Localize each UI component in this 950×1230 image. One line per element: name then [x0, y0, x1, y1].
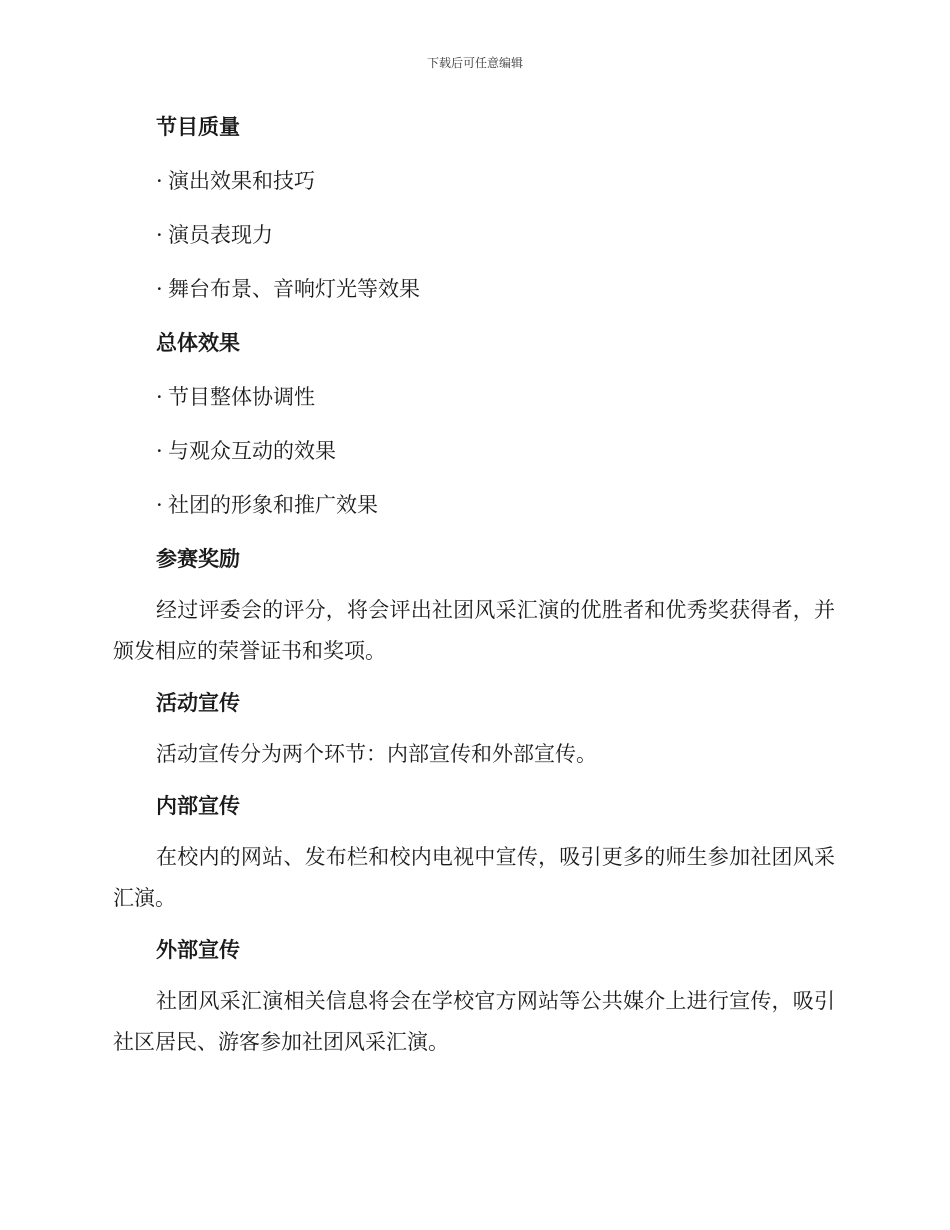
section-heading-quality: 节目质量 — [156, 115, 240, 139]
awards-paragraph: 经过评委会的评分，将会评出社团风采汇演的优胜者和优秀奖获得者，并颁发相应的荣誉证书和奖项。 — [113, 598, 835, 663]
section-heading-promotion: 活动宣传 — [156, 691, 240, 715]
external-paragraph: 社团风采汇演相关信息将会在学校官方网站等公共媒介上进行宣传，吸引社区居民、游客参加社团风采汇演。 — [113, 989, 835, 1054]
promotion-paragraph: 活动宣传分为两个环节：内部宣传和外部宣传。 — [156, 742, 597, 766]
bullet-dot: · — [156, 169, 163, 193]
internal-paragraph: 在校内的网站、发布栏和校内电视中宣传，吸引更多的师生参加社团风采汇演。 — [113, 845, 835, 910]
document-body — [113, 108, 835, 1063]
bullet-text: 节目整体协调性 — [168, 385, 315, 409]
section-heading-internal: 内部宣传 — [156, 794, 240, 818]
section-heading-awards: 参赛奖励 — [156, 547, 240, 571]
bullet-item — [113, 216, 835, 254]
bullet-item — [113, 432, 835, 470]
bullet-text: 演员表现力 — [168, 223, 273, 247]
bullet-text: 社团的形象和推广效果 — [168, 493, 378, 517]
bullet-item — [113, 270, 835, 308]
bullet-item — [113, 162, 835, 200]
bullet-dot: · — [156, 493, 163, 517]
bullet-dot: · — [156, 385, 163, 409]
bullet-item — [113, 486, 835, 524]
bullet-dot: · — [156, 223, 163, 247]
section-heading-external: 外部宣传 — [156, 938, 240, 962]
bullet-text: 与观众互动的效果 — [168, 439, 336, 463]
bullet-dot: · — [156, 439, 163, 463]
bullet-text: 演出效果和技巧 — [168, 169, 315, 193]
bullet-item — [113, 378, 835, 416]
bullet-dot: · — [156, 277, 163, 301]
bullet-text: 舞台布景、音响灯光等效果 — [168, 277, 420, 301]
section-heading-overall: 总体效果 — [156, 331, 240, 355]
page-header-note: 下载后可任意编辑 — [426, 56, 523, 70]
